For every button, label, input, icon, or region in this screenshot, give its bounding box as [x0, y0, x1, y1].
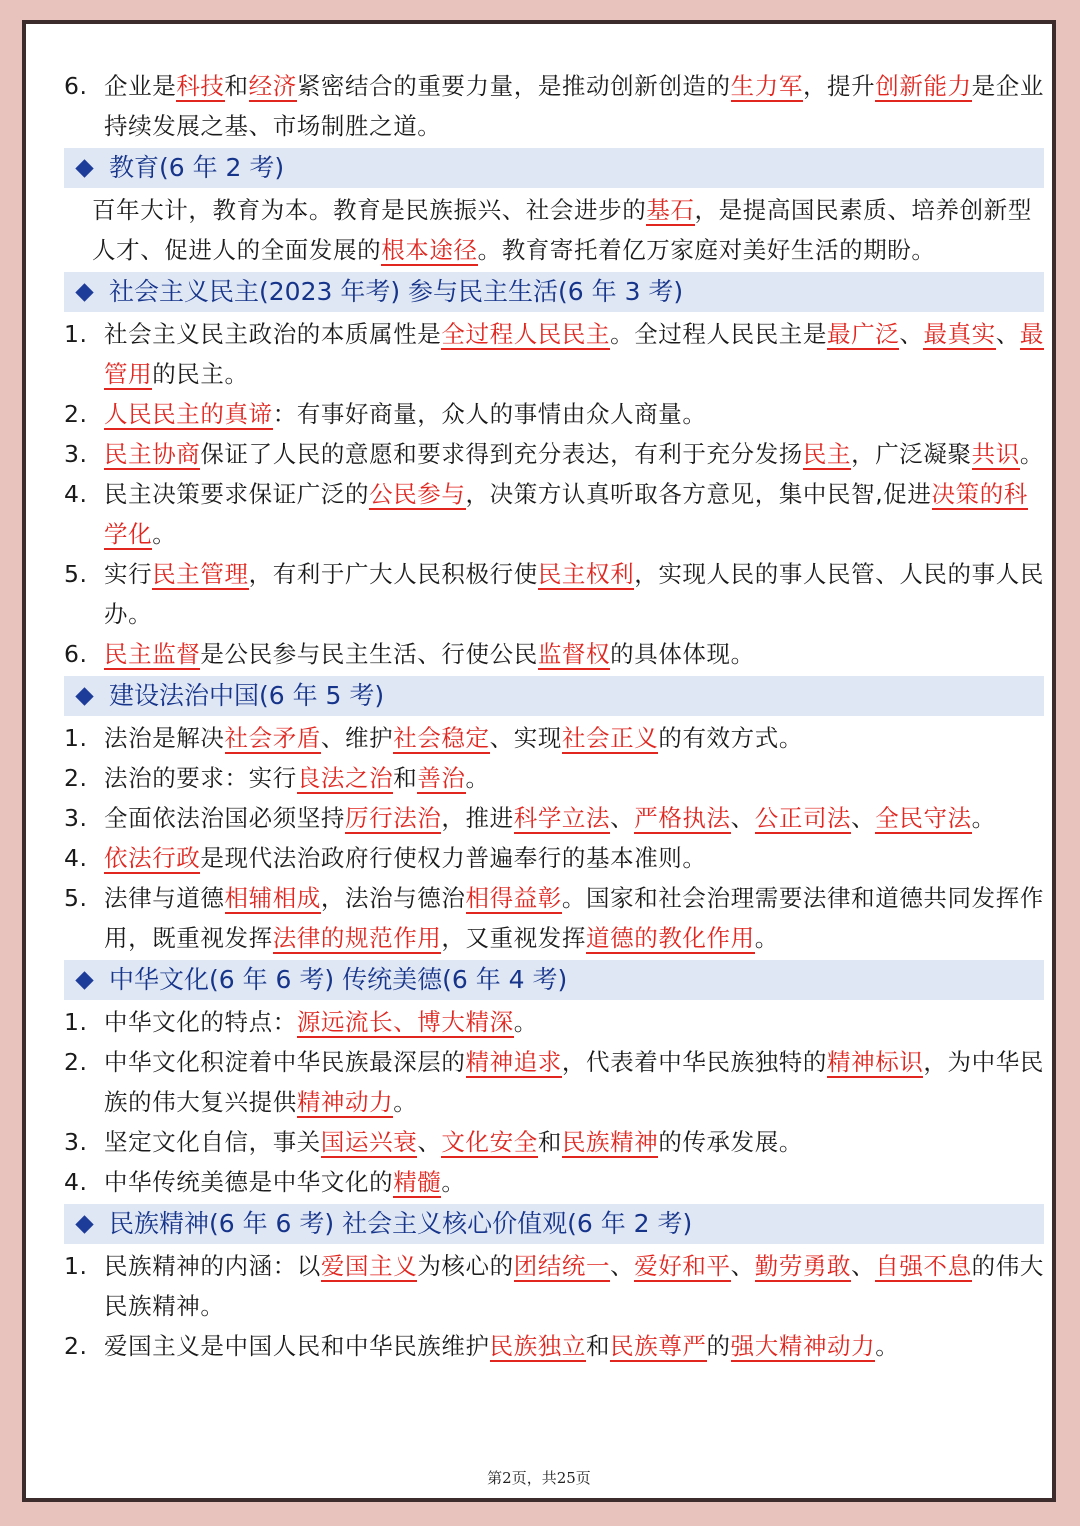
key-term: 依法行政: [104, 844, 201, 872]
key-term: 相得益彰: [465, 884, 562, 912]
list-number: 2.: [64, 764, 88, 792]
key-term: 精神追求: [465, 1048, 562, 1076]
text-run: 中华文化积淀着中华民族最深层的: [104, 1048, 466, 1076]
document-page: [22, 20, 1056, 1502]
page-footer: 第2页，共25页: [487, 1469, 591, 1487]
key-term: 全民守法: [875, 804, 972, 832]
list-item: [64, 878, 1044, 958]
text-run: 、: [730, 804, 755, 832]
list-item: [64, 66, 1044, 146]
text-run: 的具体体现。: [610, 640, 755, 668]
list-item: [64, 838, 1044, 878]
key-term: 基石: [646, 196, 695, 224]
list-number: 6.: [64, 640, 88, 668]
text-run: 为核心的: [417, 1252, 514, 1280]
text-run: 、: [730, 1252, 755, 1280]
list-item: [64, 434, 1044, 474]
section-title: 建设法治中国(6 年 5 考): [109, 681, 385, 710]
text-run: 。: [152, 520, 177, 548]
list-item: [64, 314, 1044, 394]
key-term: 相辅相成: [224, 884, 321, 912]
text-run: ：有事好商量，众人的事情由众人商量。: [272, 400, 707, 428]
text-run: 中华传统美德是中华文化的: [104, 1168, 394, 1196]
text-run: 的传承发展。: [658, 1128, 803, 1156]
key-term: 社会稳定: [393, 724, 490, 752]
text-run: 、: [417, 1128, 442, 1156]
diamond-bullet-icon: [75, 1215, 93, 1233]
list-number: 4.: [64, 480, 88, 508]
text-run: ，法治与德治: [320, 884, 466, 912]
list-item: [64, 1326, 1044, 1366]
list-item: [64, 798, 1044, 838]
text-run: 、: [899, 320, 924, 348]
key-term: 文化安全: [441, 1128, 538, 1156]
text-run: 民族精神的内涵：以: [104, 1252, 321, 1280]
text-run: 爱国主义是中国人民和中华民族维护: [104, 1332, 490, 1360]
key-term: 公正司法: [754, 804, 852, 832]
document-content: [64, 66, 1044, 1366]
list-item: [64, 718, 1044, 758]
key-term: 最广泛: [827, 320, 900, 348]
key-term: 民族尊严: [610, 1332, 707, 1360]
list-number: 3.: [64, 804, 88, 832]
key-term: 善治: [417, 764, 466, 792]
text-run: 全面依法治国必须坚持: [104, 804, 345, 832]
key-term: 民主监督: [104, 640, 201, 668]
key-term: 生力军: [730, 72, 803, 100]
text-run: 实行: [104, 560, 153, 588]
list-item: [64, 474, 1044, 554]
text-run: 坚定文化自信，事关: [104, 1128, 321, 1156]
text-run: 、: [610, 1252, 635, 1280]
text-run: 、: [851, 1252, 876, 1280]
text-run: ，广泛凝聚: [851, 440, 972, 468]
section-title: 教育(6 年 2 考): [109, 153, 285, 182]
text-run: 是企业持续发展之基、市场制胜之道。: [104, 72, 1044, 140]
key-term: 最真实: [923, 320, 996, 348]
key-term: 源远流长、博大精深: [296, 1008, 514, 1036]
text-run: 、: [995, 320, 1020, 348]
key-term: 民族精神: [561, 1128, 659, 1156]
text-run: ，为中华民族的伟大复兴提供: [104, 1048, 1044, 1116]
key-term: 爱国主义: [320, 1252, 418, 1280]
text-run: 、实现: [489, 724, 562, 752]
key-term: 公民参与: [369, 480, 466, 508]
list-number: 1.: [64, 724, 88, 752]
section-header: [64, 676, 1044, 716]
key-term: 精神动力: [296, 1088, 394, 1116]
section-header: [64, 148, 1044, 188]
section-header: [64, 960, 1044, 1000]
text-run: ，提升: [802, 72, 876, 100]
diamond-bullet-icon: [75, 159, 93, 177]
text-run: 法治是解决: [104, 724, 225, 752]
section-title: 社会主义民主(2023 年考) 参与民主生活(6 年 3 考): [109, 277, 684, 306]
text-run: 的伟大民族精神。: [104, 1252, 1044, 1320]
key-term: 经济: [248, 72, 297, 100]
key-term: 道德的教化作用: [586, 924, 755, 952]
text-run: 。: [465, 764, 490, 792]
text-run: 企业是: [104, 72, 177, 100]
key-term: 国运兴衰: [320, 1128, 418, 1156]
text-run: ，又重视发挥: [441, 924, 587, 952]
text-run: 的民主。: [152, 360, 249, 388]
list-item: [64, 554, 1044, 634]
key-term: 厉行法治: [345, 804, 442, 832]
list-item: [64, 1042, 1044, 1122]
text-run: 和: [224, 72, 249, 100]
text-run: ，代表着中华民族独特的: [561, 1048, 828, 1076]
key-term: 创新能力: [875, 72, 972, 100]
text-run: 。: [875, 1332, 900, 1360]
key-term: 根本途径: [381, 236, 478, 264]
key-term: 良法之治: [296, 764, 394, 792]
text-run: 法律与道德: [104, 884, 225, 912]
text-run: 、维护: [320, 724, 394, 752]
text-run: 民主决策要求保证广泛的: [104, 480, 370, 508]
text-run: 、: [610, 804, 635, 832]
key-term: 强大精神动力: [730, 1332, 876, 1360]
text-run: 中华文化的特点：: [104, 1008, 297, 1036]
list-number: 2.: [64, 400, 88, 428]
list-item: [64, 1246, 1044, 1326]
key-term: 法律的规范作用: [272, 924, 442, 952]
text-run: 是公民参与民主生活、行使公民: [200, 640, 538, 668]
list-number: 6.: [64, 72, 88, 100]
text-run: 。国家和社会治理需要法律和道德共同发挥作用，既重视发挥: [104, 884, 1044, 952]
text-run: ，推进: [441, 804, 514, 832]
key-term: 科学立法: [513, 804, 611, 832]
text-run: ，是提高国民素质、培养创新型人才、促进人的全面发展的: [92, 196, 1032, 264]
text-run: 和: [393, 764, 418, 792]
key-term: 人民民主的真谛: [104, 400, 273, 428]
key-term: 自强不息: [875, 1252, 972, 1280]
key-term: 民族独立: [489, 1332, 587, 1360]
text-run: 。: [441, 1168, 466, 1196]
text-run: 社会主义民主政治的本质属性是: [104, 320, 442, 348]
text-run: 是现代法治政府行使权力普遍奉行的基本准则。: [200, 844, 707, 872]
list-number: 4.: [64, 844, 88, 872]
list-item: [64, 634, 1044, 674]
key-term: 决策的科学化: [104, 480, 1028, 548]
text-run: 。: [1019, 440, 1044, 468]
key-term: 社会矛盾: [224, 724, 321, 752]
key-term: 最管用: [104, 320, 1044, 388]
text-run: 紧密结合的重要力量，是推动创新创造的: [296, 72, 731, 100]
text-run: ，决策方认真听取各方意见，集中民智,促进: [465, 480, 932, 508]
diamond-bullet-icon: [75, 283, 93, 301]
text-run: 的: [706, 1332, 731, 1360]
list-item: [64, 394, 1044, 434]
list-number: 3.: [64, 440, 88, 468]
text-run: 保证了人民的意愿和要求得到充分表达，有利于充分发扬: [200, 440, 803, 468]
key-term: 勤劳勇敢: [754, 1252, 852, 1280]
text-run: 的有效方式。: [658, 724, 803, 752]
list-number: 1.: [64, 320, 88, 348]
key-term: 社会正义: [561, 724, 659, 752]
section-header: [64, 1204, 1044, 1244]
key-term: 全过程人民民主: [441, 320, 611, 348]
text-run: 。: [754, 924, 779, 952]
key-term: 民主权利: [537, 560, 635, 588]
text-run: 、: [851, 804, 876, 832]
key-term: 爱好和平: [634, 1252, 731, 1280]
text-run: 法治的要求：实行: [104, 764, 297, 792]
key-term: 民主: [802, 440, 852, 468]
list-number: 3.: [64, 1128, 88, 1156]
text-run: 。教育寄托着亿万家庭对美好生活的期盼。: [477, 236, 936, 264]
diamond-bullet-icon: [75, 687, 93, 705]
text-run: 和: [586, 1332, 611, 1360]
list-number: 1.: [64, 1252, 88, 1280]
list-number: 4.: [64, 1168, 88, 1196]
text-run: ，有利于广大人民积极行使: [248, 560, 538, 588]
section-header: [64, 272, 1044, 312]
key-term: 团结统一: [513, 1252, 611, 1280]
section-title: 中华文化(6 年 6 考) 传统美德(6 年 4 考): [109, 965, 568, 994]
list-number: 2.: [64, 1048, 88, 1076]
list-number: 5.: [64, 884, 88, 912]
key-term: 精髓: [393, 1168, 442, 1196]
list-number: 5.: [64, 560, 88, 588]
section-title: 民族精神(6 年 6 考) 社会主义核心价值观(6 年 2 考): [109, 1209, 693, 1238]
list-number: 1.: [64, 1008, 88, 1036]
text-run: 。: [513, 1008, 538, 1036]
text-run: 。全过程人民民主是: [610, 320, 828, 348]
key-term: 严格执法: [634, 804, 731, 832]
list-item: [64, 1122, 1044, 1162]
key-term: 精神标识: [827, 1048, 924, 1076]
text-run: ，实现人民的事人民管、人民的事人民办。: [104, 560, 1044, 628]
list-item: [64, 1002, 1044, 1042]
paragraph: [64, 190, 1044, 270]
list-item: [64, 1162, 1044, 1202]
text-run: 。: [971, 804, 996, 832]
diamond-bullet-icon: [75, 971, 93, 989]
text-run: 。: [393, 1088, 418, 1116]
key-term: 民主协商: [104, 440, 201, 468]
key-term: 民主管理: [152, 560, 249, 588]
list-number: 2.: [64, 1332, 88, 1360]
key-term: 监督权: [537, 640, 611, 668]
text-run: 和: [537, 1128, 562, 1156]
text-run: 百年大计，教育为本。教育是民族振兴、社会进步的: [92, 196, 647, 224]
list-item: [64, 758, 1044, 798]
key-term: 共识: [971, 440, 1020, 468]
key-term: 科技: [176, 72, 225, 100]
